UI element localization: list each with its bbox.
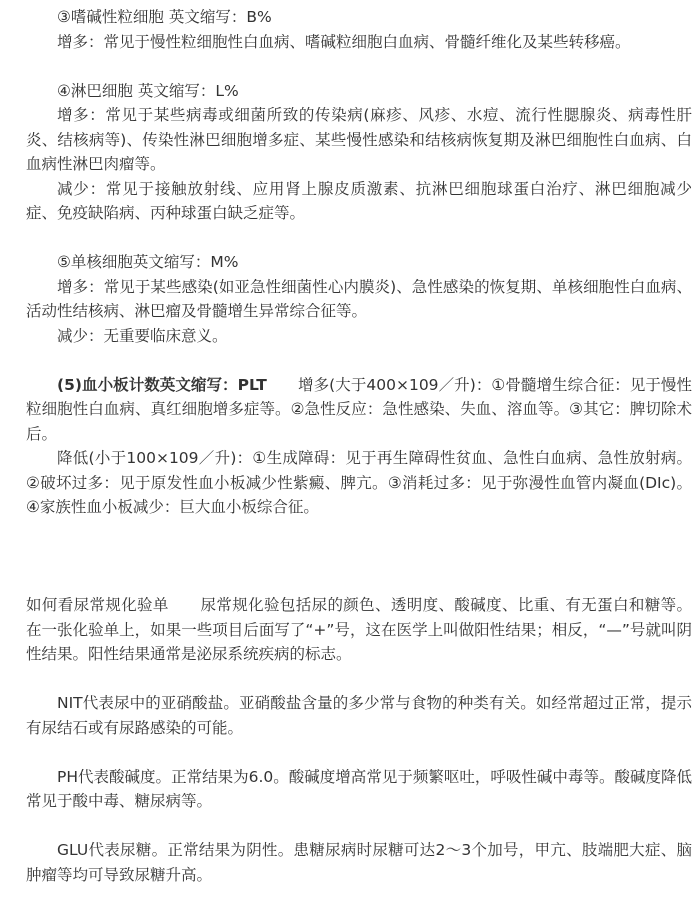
platelet-increase: 增多(大于400×109／升)：①骨髓增生综合征：见于慢性粒细胞性白血病、真红细胞增多症等。②急性反应：急性感染、失血、溶血等。③其它：脾切除术后。: [26, 375, 692, 443]
urine-nit: NIT代表尿中的亚硝酸盐。亚硝酸盐含量的多少常与食物的种类有关。如经常超过正常，提示有尿结石或有尿路感染的可能。: [26, 694, 692, 737]
spacer: [26, 814, 692, 839]
spacer: [26, 348, 692, 373]
spacer: [26, 740, 692, 765]
platelet-heading: (5)血小板计数英文缩写：PLT: [57, 375, 267, 394]
monocyte-increase: 增多：常见于某些感染(如亚急性细菌性心内膜炎)、急性感染的恢复期、单核细胞性白血病、活动性结核病、淋巴瘤及骨髓增生异常综合征等。: [26, 277, 692, 320]
lymphocyte-heading: ④淋巴细胞 英文缩写：L%: [57, 81, 239, 100]
platelet-decrease: 降低(小于100×109／升)：①生成障碍：见于再生障碍性贫血、急性白血病、急性放射病。②破坏过多：见于原发性血小板减少性紫癜、脾亢。③消耗过多：见于弥漫性血管内凝血(DIc)。④家族性血小板减少：巨大血小板综合征。: [26, 449, 692, 516]
monocyte-decrease: 减少：无重要临床意义。: [57, 326, 228, 345]
spacer: [26, 520, 692, 594]
platelet-paragraph: [26, 373, 692, 447]
basophil-heading: ③嗜碱性粒细胞 英文缩写：B%: [57, 8, 272, 26]
lymphocyte-increase: 增多：常见于某些病毒或细菌所致的传染病(麻疹、风疹、水痘、流行性腮腺炎、病毒性肝炎、结核病等)、传染性淋巴细胞增多症、某些慢性感染和结核病恢复期及淋巴细胞性白血病、白血病性淋巴肉瘤等。: [26, 106, 692, 173]
spacer: [26, 667, 692, 692]
urine-glu: GLU代表尿糖。正常结果为阴性。患糖尿病时尿糖可达2～3个加号，甲亢、肢端肥大症、脑肿瘤等均可导致尿糖升高。: [26, 841, 692, 884]
monocyte-heading: ⑤单核细胞英文缩写：M%: [57, 253, 239, 271]
lymphocyte-decrease: 减少：常见于接触放射线、应用肾上腺皮质激素、抗淋巴细胞球蛋白治疗、淋巴细胞减少症、免疫缺陷病、丙种球蛋白缺乏症等。: [26, 179, 692, 222]
spacer: [26, 226, 692, 251]
spacer: [26, 54, 692, 79]
basophil-increase: 增多：常见于慢性粒细胞性白血病、嗜碱粒细胞白血病、骨髓纤维化及某些转移癌。: [57, 32, 631, 51]
urine-ph: PH代表酸碱度。正常结果为6.0。酸碱度增高常见于频繁呕吐，呼吸性碱中毒等。酸碱度降低常见于酸中毒、糖尿病等。: [26, 767, 692, 810]
urine-intro: 如何看尿常规化验单 尿常规化验包括尿的颜色、透明度、酸碱度、比重、有无蛋白和糖等。在一张化验单上，如果一些项目后面写了“+”号，这在医学上叫做阳性结果；相反，“—”号就叫阴性结果。阳性结果通常是泌尿系统疾病的标志。: [26, 596, 692, 663]
article-body: [26, 0, 692, 887]
